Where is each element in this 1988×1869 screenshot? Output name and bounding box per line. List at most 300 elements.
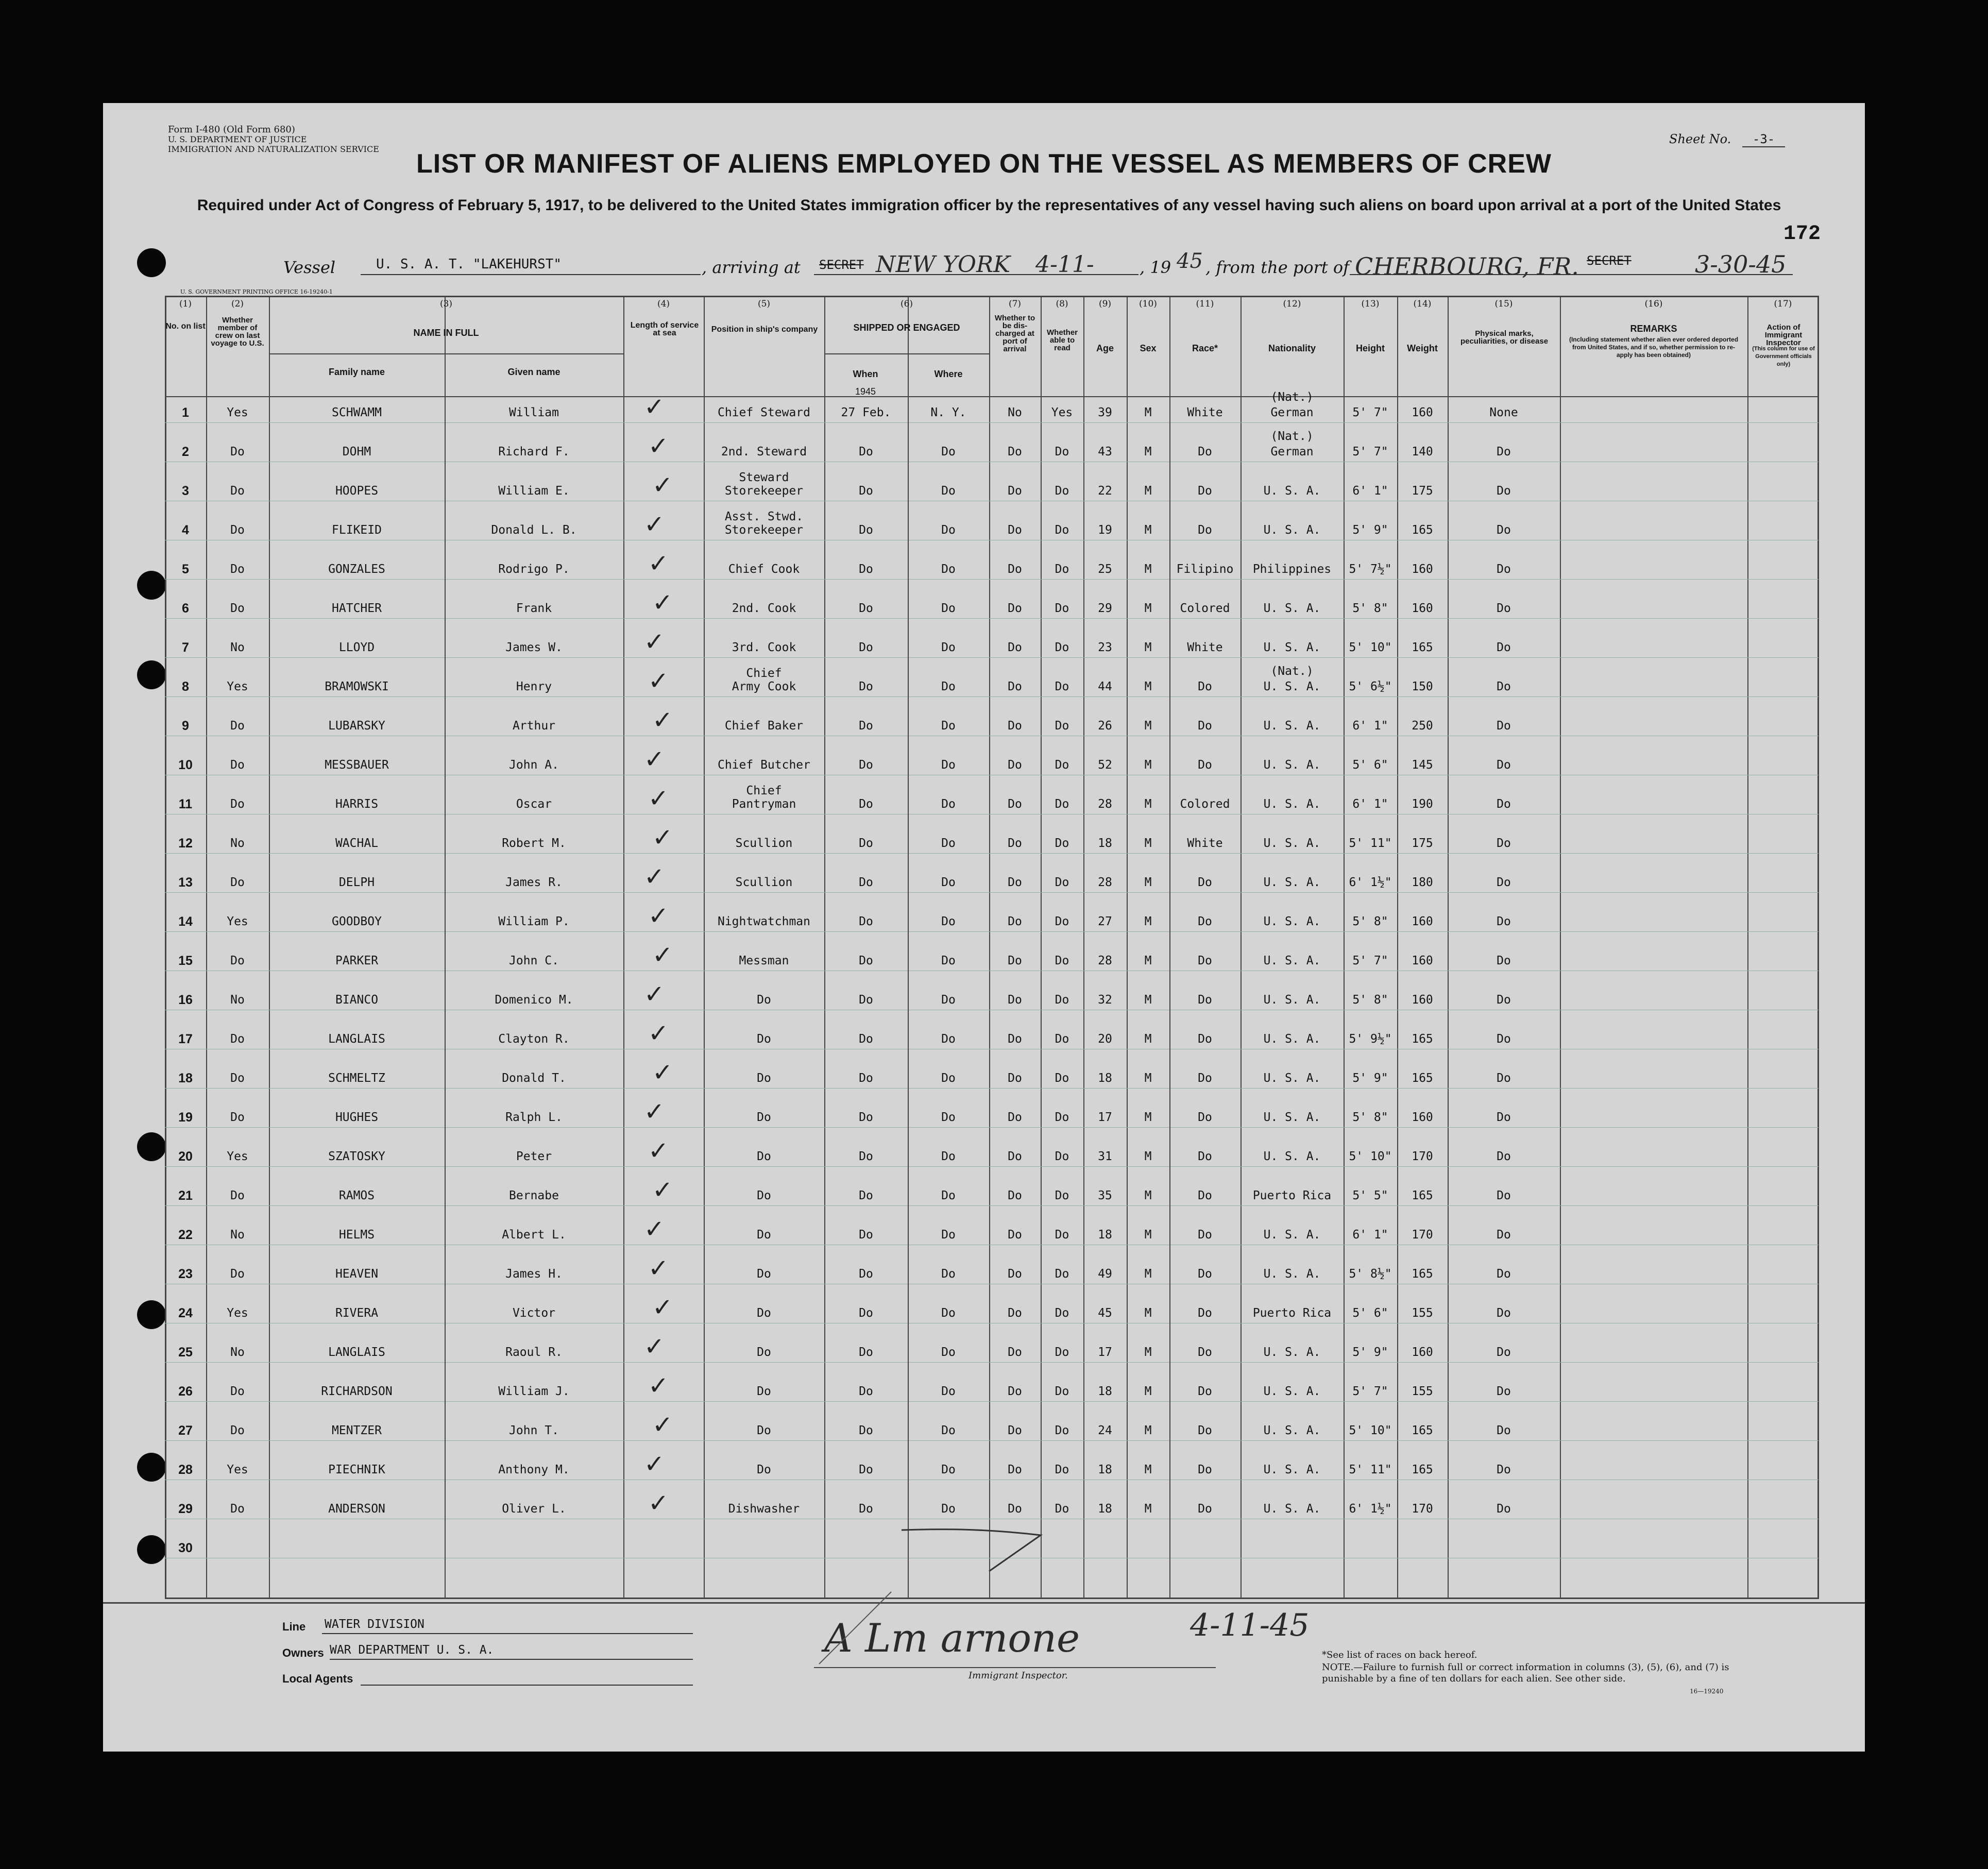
position-cell: Chief Steward — [717, 406, 810, 419]
nationality-cell: U. S. A. — [1263, 1385, 1321, 1398]
physical-cell: Do — [1497, 1228, 1511, 1242]
read-cell: Do — [1055, 1385, 1069, 1398]
weight-cell: 165 — [1412, 523, 1433, 537]
table-row — [165, 1371, 1819, 1405]
column-number-6: (6) — [900, 299, 913, 309]
family-name-cell: HOOPES — [335, 484, 379, 498]
physical-cell: Do — [1497, 1463, 1511, 1476]
read-cell: Do — [1055, 876, 1069, 889]
read-cell: Do — [1055, 993, 1069, 1007]
race-cell: Do — [1198, 993, 1212, 1007]
when-cell: Do — [859, 1502, 873, 1516]
punch-hole — [137, 571, 166, 600]
table-row — [165, 1097, 1819, 1131]
height-cell: 5' 7" — [1352, 954, 1388, 967]
sex-cell: M — [1144, 1111, 1152, 1124]
sex-cell: M — [1144, 1306, 1152, 1320]
page-title: LIST OR MANIFEST OF ALIENS EMPLOYED ON THE VESSEL AS MEMBERS OF CREW — [416, 149, 1552, 179]
family-name-cell: LANGLAIS — [328, 1346, 385, 1359]
physical-cell: Do — [1497, 1189, 1511, 1202]
position-top-cell: Asst. Stwd. — [724, 510, 804, 523]
member-cell: Yes — [227, 1463, 248, 1476]
row-number: 7 — [182, 640, 189, 655]
sex-cell: M — [1144, 719, 1152, 733]
nationality-cell: U. S. A. — [1263, 523, 1321, 537]
race-cell: White — [1187, 641, 1223, 654]
age-cell: 18 — [1098, 837, 1112, 850]
position-cell: Chief Cook — [728, 563, 800, 576]
check-mark-icon: ✓ — [652, 471, 673, 500]
when-cell: Do — [859, 915, 873, 928]
physical-cell: Do — [1497, 837, 1511, 850]
position-cell: Do — [757, 1385, 771, 1398]
header-discharged: Whether to be dis-charged at port of arrival — [994, 314, 1035, 353]
given-name-cell: Ralph L. — [505, 1111, 563, 1124]
punch-hole — [137, 248, 166, 277]
header-action: Action of Immigrant Inspector — [1764, 323, 1803, 347]
read-cell: Do — [1055, 484, 1069, 498]
weight-cell: 145 — [1412, 758, 1433, 772]
family-name-cell: WACHAL — [335, 837, 379, 850]
races-note: *See list of races on back hereof. — [1322, 1650, 1477, 1660]
row-number: 13 — [178, 875, 193, 890]
nationality-cell: Puerto Rica — [1252, 1306, 1332, 1320]
when-cell: Do — [859, 563, 873, 576]
row-number: 8 — [182, 679, 189, 694]
when-cell: Do — [859, 1346, 873, 1359]
where-cell: N. Y. — [930, 406, 966, 419]
punch-hole — [137, 660, 166, 689]
nationality-cell: U. S. A. — [1263, 1228, 1321, 1242]
age-cell: 29 — [1098, 602, 1112, 615]
table-row — [165, 784, 1819, 818]
discharged-cell: Do — [1008, 1189, 1022, 1202]
physical-cell: Do — [1497, 641, 1511, 654]
column-number-9: (9) — [1098, 299, 1112, 309]
where-cell: Do — [941, 993, 956, 1007]
when-cell: Do — [859, 1228, 873, 1242]
check-mark-icon: ✓ — [644, 980, 665, 1009]
height-cell: 6' 1" — [1352, 719, 1388, 733]
punch-hole — [137, 1453, 166, 1482]
when-cell: Do — [859, 1463, 873, 1476]
given-name-cell: John C. — [509, 954, 559, 967]
nationality-cell: U. S. A. — [1263, 1502, 1321, 1516]
when-cell: Do — [859, 1189, 873, 1202]
sex-cell: M — [1144, 1424, 1152, 1437]
header-shipped-engaged: SHIPPED OR ENGAGED — [853, 322, 960, 333]
signed-date: 4-11-45 — [1190, 1607, 1310, 1643]
table-row — [165, 1411, 1819, 1445]
check-mark-icon: ✓ — [644, 1332, 665, 1361]
check-mark-icon: ✓ — [648, 1489, 669, 1518]
position-cell: Storekeeper — [724, 484, 804, 498]
weight-cell: 155 — [1412, 1385, 1433, 1398]
table-row — [165, 1293, 1819, 1327]
position-cell: Do — [757, 1111, 771, 1124]
check-mark-icon: ✓ — [648, 1371, 669, 1400]
when-cell: Do — [859, 1385, 873, 1398]
age-cell: 22 — [1098, 484, 1112, 498]
race-cell: Filipino — [1176, 563, 1234, 576]
column-number-5: (5) — [757, 299, 771, 309]
family-name-cell: GOODBOY — [332, 915, 382, 928]
where-cell: Do — [941, 641, 956, 654]
physical-cell: Do — [1497, 1502, 1511, 1516]
race-cell: Do — [1198, 1424, 1212, 1437]
when-cell: Do — [859, 1267, 873, 1281]
sex-cell: M — [1144, 1385, 1152, 1398]
read-cell: Do — [1055, 1424, 1069, 1437]
physical-cell: Do — [1497, 915, 1511, 928]
row-number: 27 — [178, 1423, 193, 1438]
family-name-cell: MENTZER — [332, 1424, 382, 1437]
vessel-label: Vessel — [283, 258, 336, 277]
family-name-cell: GONZALES — [328, 563, 385, 576]
age-cell: 39 — [1098, 406, 1112, 419]
where-cell: Do — [941, 1072, 956, 1085]
where-cell: Do — [941, 876, 956, 889]
position-cell: Do — [757, 1189, 771, 1202]
discharged-cell: Do — [1008, 563, 1022, 576]
discharged-cell: Do — [1008, 1346, 1022, 1359]
header-rule — [269, 353, 623, 354]
sex-cell: M — [1144, 602, 1152, 615]
weight-cell: 155 — [1412, 1306, 1433, 1320]
row-number: 22 — [178, 1228, 193, 1242]
row-number: 17 — [178, 1032, 193, 1046]
table-row — [165, 588, 1819, 622]
when-cell: Do — [859, 445, 873, 458]
age-cell: 18 — [1098, 1502, 1112, 1516]
family-name-cell: RICHARDSON — [321, 1385, 393, 1398]
line-label: Line — [282, 1620, 306, 1633]
race-cell: Do — [1198, 1385, 1212, 1398]
member-cell: Yes — [227, 680, 248, 693]
age-cell: 18 — [1098, 1463, 1112, 1476]
discharged-cell: Do — [1008, 1463, 1022, 1476]
arrival-date: 4-11- — [1035, 251, 1094, 278]
manifest-sheet — [103, 103, 1865, 1752]
row-number: 1 — [182, 405, 189, 420]
position-cell: Nightwatchman — [717, 915, 810, 928]
race-cell: Do — [1198, 1189, 1212, 1202]
table-row — [165, 430, 1819, 466]
nationality-cell: U. S. A. — [1263, 837, 1321, 850]
discharged-cell: Do — [1008, 523, 1022, 537]
given-name-cell: John T. — [509, 1424, 559, 1437]
nationality-cell: U. S. A. — [1263, 719, 1321, 733]
check-mark-icon: ✓ — [644, 393, 665, 421]
table-row — [165, 902, 1819, 936]
where-cell: Do — [941, 1306, 956, 1320]
given-name-cell: Bernabe — [509, 1189, 559, 1202]
family-name-cell: SCHMELTZ — [328, 1072, 385, 1085]
nationality-cell: U. S. A. — [1263, 641, 1321, 654]
age-cell: 31 — [1098, 1150, 1112, 1163]
column-number-2: (2) — [231, 299, 244, 309]
year-prefix: , 19 — [1140, 258, 1171, 277]
read-cell: Do — [1055, 1189, 1069, 1202]
check-mark-icon: ✓ — [648, 902, 669, 930]
row-number: 12 — [178, 836, 193, 851]
read-cell: Yes — [1051, 406, 1073, 419]
position-cell: Do — [757, 1032, 771, 1046]
form-code: 16—19240 — [1690, 1688, 1724, 1695]
physical-cell: Do — [1497, 484, 1511, 498]
member-cell: Do — [230, 1267, 245, 1281]
read-cell: Do — [1055, 563, 1069, 576]
nationality-cell: Puerto Rica — [1252, 1189, 1332, 1202]
race-cell: Do — [1198, 954, 1212, 967]
where-cell: Do — [941, 1463, 956, 1476]
age-cell: 43 — [1098, 445, 1112, 458]
race-cell: Do — [1198, 1306, 1212, 1320]
gpo-line: U. S. GOVERNMENT PRINTING OFFICE 16-19240-1 — [180, 288, 333, 295]
naturalized-note: (Nat.) — [1270, 430, 1314, 443]
row-number: 10 — [178, 758, 193, 772]
read-cell: Do — [1055, 1346, 1069, 1359]
where-cell: Do — [941, 680, 956, 693]
position-cell: Army Cook — [732, 680, 796, 693]
page-subtitle: Required under Act of Congress of February 5, 1917, to be delivered to the United States immigration officer by the representatives of any vessel having such aliens on board upon arrival at a port of the United States — [197, 197, 1781, 214]
race-cell: Do — [1198, 1346, 1212, 1359]
check-mark-icon: ✓ — [648, 432, 669, 461]
owners-label: Owners — [282, 1646, 324, 1659]
where-cell: Do — [941, 1267, 956, 1281]
when-cell: 27 Feb. — [841, 406, 891, 419]
physical-cell: Do — [1497, 758, 1511, 772]
race-cell: Do — [1198, 1228, 1212, 1242]
column-number-10: (10) — [1139, 299, 1157, 309]
position-cell: Do — [757, 1072, 771, 1085]
nationality-cell: U. S. A. — [1263, 602, 1321, 615]
row-number: 21 — [178, 1188, 193, 1203]
check-mark-icon: ✓ — [648, 784, 669, 813]
penalty-note: NOTE.—Failure to furnish full or correct information in columns (3), (5), (6), and (7) is punishable by a fine of ten dollars for each alien. See other side. — [1322, 1662, 1729, 1684]
where-cell: Do — [941, 1150, 956, 1163]
header-when-year: 1945 — [855, 386, 876, 397]
where-cell: Do — [941, 1189, 956, 1202]
when-cell: Do — [859, 1150, 873, 1163]
position-cell: Scullion — [735, 876, 793, 889]
race-cell: Do — [1198, 915, 1212, 928]
family-name-cell: HARRIS — [335, 797, 379, 811]
weight-cell: 165 — [1412, 1463, 1433, 1476]
naturalized-note: (Nat.) — [1270, 665, 1314, 678]
position-top-cell: Steward — [739, 471, 789, 484]
owners-value: WAR DEPARTMENT U. S. A. — [330, 1643, 494, 1657]
physical-cell: Do — [1497, 954, 1511, 967]
weight-cell: 165 — [1412, 1189, 1433, 1202]
weight-cell: 250 — [1412, 719, 1433, 733]
row-number: 28 — [178, 1463, 193, 1477]
discharged-cell: Do — [1008, 954, 1022, 967]
when-cell: Do — [859, 993, 873, 1007]
when-cell: Do — [859, 1306, 873, 1320]
age-cell: 28 — [1098, 797, 1112, 811]
discharged-cell: Do — [1008, 758, 1022, 772]
height-cell: 6' 1" — [1352, 1228, 1388, 1242]
height-cell: 5' 7½" — [1349, 563, 1392, 576]
where-cell: Do — [941, 563, 956, 576]
arriving-label: , arriving at — [702, 258, 801, 277]
discharged-cell: Do — [1008, 1424, 1022, 1437]
family-name-cell: BRAMOWSKI — [325, 680, 389, 693]
weight-cell: 160 — [1412, 1346, 1433, 1359]
position-cell: Do — [757, 1463, 771, 1476]
family-name-cell: SZATOSKY — [328, 1150, 385, 1163]
physical-cell: Do — [1497, 680, 1511, 693]
header-position: Position in ship's company — [711, 325, 818, 334]
department-name: U. S. DEPARTMENT OF JUSTICE — [168, 134, 307, 144]
age-cell: 19 — [1098, 523, 1112, 537]
nationality-cell: U. S. A. — [1263, 954, 1321, 967]
discharged-cell: Do — [1008, 680, 1022, 693]
discharged-cell: Do — [1008, 484, 1022, 498]
height-cell: 6' 1" — [1352, 797, 1388, 811]
sheet-number-block — [1669, 132, 1785, 146]
column-number-11: (11) — [1196, 299, 1214, 309]
where-cell: Do — [941, 719, 956, 733]
inspector-label: Immigrant Inspector. — [968, 1670, 1068, 1681]
header-able-read: Whether able to read — [1047, 328, 1078, 352]
member-cell: Do — [230, 1072, 245, 1085]
table-row — [165, 1136, 1819, 1170]
weight-cell: 160 — [1412, 563, 1433, 576]
weight-cell: 175 — [1412, 484, 1433, 498]
physical-cell: Do — [1497, 602, 1511, 615]
height-cell: 5' 7" — [1352, 406, 1388, 419]
weight-cell: 160 — [1412, 954, 1433, 967]
check-mark-icon: ✓ — [652, 1058, 673, 1087]
member-cell: Do — [230, 797, 245, 811]
position-cell: 3rd. Cook — [732, 641, 796, 654]
height-cell: 5' 10" — [1349, 1150, 1392, 1163]
arriving-struck-text: SECRET — [819, 258, 864, 272]
discharged-cell: Do — [1008, 1072, 1022, 1085]
member-cell: Do — [230, 1385, 245, 1398]
member-cell: Do — [230, 563, 245, 576]
discharged-cell: Do — [1008, 915, 1022, 928]
check-mark-icon: ✓ — [652, 941, 673, 970]
weight-cell: 160 — [1412, 602, 1433, 615]
read-cell: Do — [1055, 602, 1069, 615]
physical-cell: Do — [1497, 1072, 1511, 1085]
nationality-cell: U. S. A. — [1263, 797, 1321, 811]
nationality-cell: Philippines — [1252, 563, 1332, 576]
height-cell: 5' 6½" — [1349, 680, 1392, 693]
header-sex: Sex — [1140, 343, 1157, 353]
from-port-label: , from the port of — [1205, 258, 1350, 277]
sex-cell: M — [1144, 406, 1152, 419]
column-number-1: (1) — [179, 299, 192, 309]
given-name-cell: Robert M. — [502, 837, 566, 850]
check-mark-icon: ✓ — [648, 667, 669, 695]
race-cell: Do — [1198, 1150, 1212, 1163]
weight-cell: 160 — [1412, 993, 1433, 1007]
sex-cell: M — [1144, 758, 1152, 772]
when-cell: Do — [859, 523, 873, 537]
check-mark-icon: ✓ — [644, 1215, 665, 1244]
position-top-cell: Chief — [746, 667, 782, 680]
sex-cell: M — [1144, 1228, 1152, 1242]
vessel-name: U. S. A. T. "LAKEHURST" — [376, 257, 562, 272]
age-cell: 26 — [1098, 719, 1112, 733]
nationality-cell: U. S. A. — [1263, 1424, 1321, 1437]
discharged-cell: Do — [1008, 837, 1022, 850]
table-row — [165, 862, 1819, 896]
age-cell: 24 — [1098, 1424, 1112, 1437]
nationality-cell: U. S. A. — [1263, 1463, 1321, 1476]
height-cell: 5' 11" — [1349, 837, 1392, 850]
nationality-cell: U. S. A. — [1263, 1150, 1321, 1163]
height-cell: 5' 9" — [1352, 523, 1388, 537]
position-cell: 2nd. Steward — [721, 445, 807, 458]
discharged-cell: Do — [1008, 1228, 1022, 1242]
where-cell: Do — [941, 758, 956, 772]
position-cell: Do — [757, 1228, 771, 1242]
row-number: 18 — [178, 1071, 193, 1085]
position-top-cell: Chief — [746, 784, 782, 797]
height-cell: 6' 1½" — [1349, 876, 1392, 889]
age-cell: 35 — [1098, 1189, 1112, 1202]
height-cell: 5' 6" — [1352, 1306, 1388, 1320]
age-cell: 52 — [1098, 758, 1112, 772]
table-row — [165, 549, 1819, 583]
where-cell: Do — [941, 602, 956, 615]
header-family-name: Family name — [328, 367, 385, 377]
given-name-cell: James W. — [505, 641, 563, 654]
inspector-signature: A Lm arnone — [824, 1615, 1080, 1661]
given-name-cell: Peter — [516, 1150, 552, 1163]
nationality-cell: U. S. A. — [1263, 993, 1321, 1007]
given-name-cell: William — [509, 406, 559, 419]
table-row — [165, 1019, 1819, 1053]
race-cell: White — [1187, 837, 1223, 850]
check-mark-icon: ✓ — [648, 1136, 669, 1165]
given-name-cell: Oscar — [516, 797, 552, 811]
row-number: 19 — [178, 1110, 193, 1125]
weight-cell: 160 — [1412, 406, 1433, 419]
weight-cell: 170 — [1412, 1150, 1433, 1163]
position-cell: Scullion — [735, 837, 793, 850]
family-name-cell: HUGHES — [335, 1111, 379, 1124]
weight-cell: 165 — [1412, 1424, 1433, 1437]
read-cell: Do — [1055, 954, 1069, 967]
family-name-cell: DELPH — [338, 876, 375, 889]
row-number: 25 — [178, 1345, 193, 1360]
row-number: 16 — [178, 993, 193, 1007]
header-rule — [824, 353, 989, 354]
when-cell: Do — [859, 837, 873, 850]
height-cell: 5' 11" — [1349, 1463, 1392, 1476]
member-cell: Do — [230, 1189, 245, 1202]
nationality-cell: U. S. A. — [1263, 915, 1321, 928]
check-mark-icon: ✓ — [652, 1411, 673, 1439]
given-name-cell: Clayton R. — [498, 1032, 570, 1046]
naturalized-note: (Nat.) — [1270, 390, 1314, 404]
position-cell: Do — [757, 1306, 771, 1320]
where-cell: Do — [941, 1346, 956, 1359]
member-cell: Do — [230, 1032, 245, 1046]
table-row — [165, 706, 1819, 740]
height-cell: 5' 9" — [1352, 1346, 1388, 1359]
sex-cell: M — [1144, 641, 1152, 654]
age-cell: 20 — [1098, 1032, 1112, 1046]
row-number: 29 — [178, 1502, 193, 1516]
member-cell: Yes — [227, 1150, 248, 1163]
